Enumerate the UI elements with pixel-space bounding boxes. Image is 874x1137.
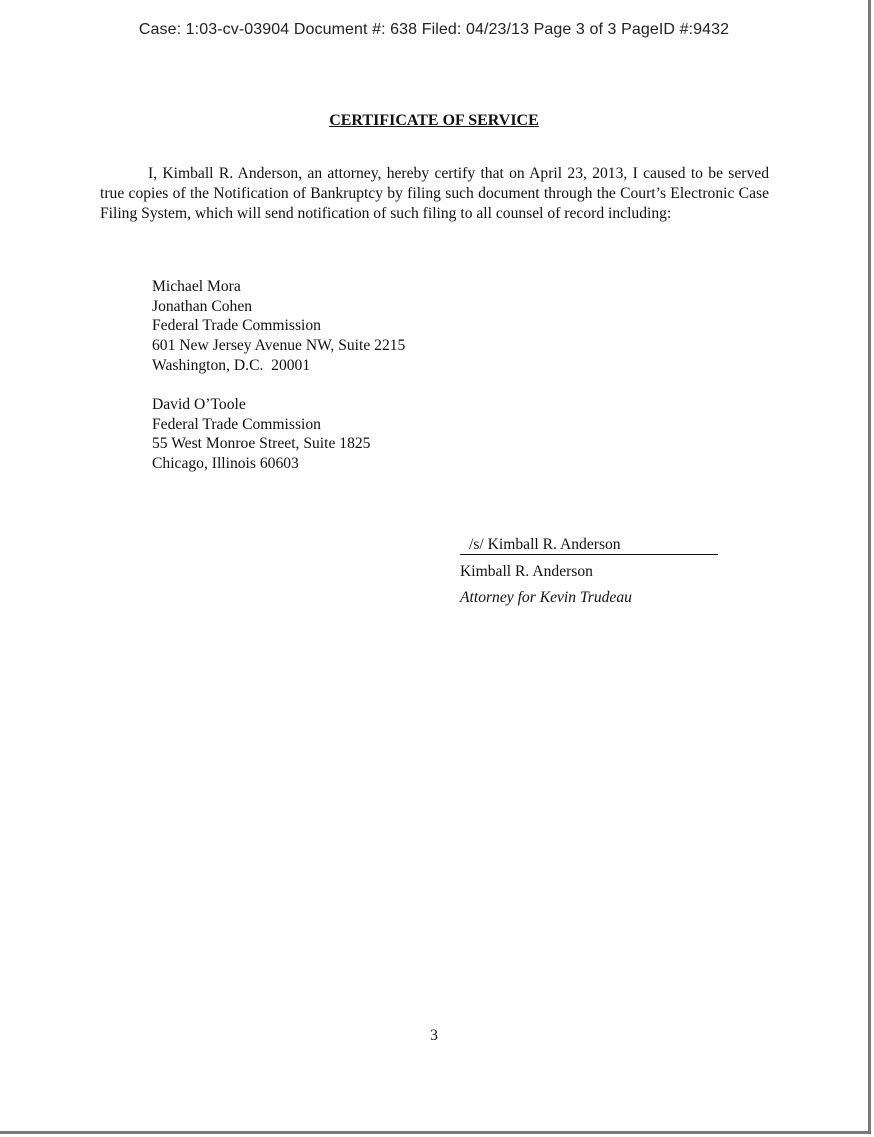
- recipient-city: Chicago, Illinois 60603: [152, 455, 299, 473]
- electronic-signature: /s/ Kimball R. Anderson: [460, 536, 718, 555]
- recipient-organization: Federal Trade Commission: [152, 415, 321, 433]
- case-header: Case: 1:03-cv-03904 Document #: 638 Filed: 04/23/13 Page 3 of 3 PageID #:9432: [138, 21, 730, 38]
- recipient-name: Jonathan Cohen: [152, 297, 253, 315]
- recipient-organization: Federal Trade Commission: [152, 317, 321, 335]
- signer-name: Kimball R. Anderson: [460, 563, 593, 580]
- recipient-city: Washington, D.C. 20001: [152, 356, 311, 374]
- certificate-title: CERTIFICATE OF SERVICE: [329, 112, 539, 129]
- recipient-address-block: [152, 395, 370, 474]
- signer-role: Attorney for Kevin Trudeau: [460, 589, 632, 606]
- recipient-name: Michael Mora: [152, 278, 241, 295]
- page-number: 3: [430, 1027, 438, 1044]
- recipient-name: David O’Toole: [152, 396, 246, 413]
- recipient-street: 55 West Monroe Street, Suite 1825: [152, 435, 371, 453]
- recipient-address-block: [152, 277, 405, 376]
- certificate-body: I, Kimball R. Anderson, an attorney, hereby certify that on April 23, 2013, I caused to be served true copies of the Notification of Bankruptcy by filing such document through the Court’s Electronic Case Filing System, which will send notification of such filing to all counsel of record including:: [100, 165, 769, 222]
- recipient-street: 601 New Jersey Avenue NW, Suite 2215: [152, 337, 406, 355]
